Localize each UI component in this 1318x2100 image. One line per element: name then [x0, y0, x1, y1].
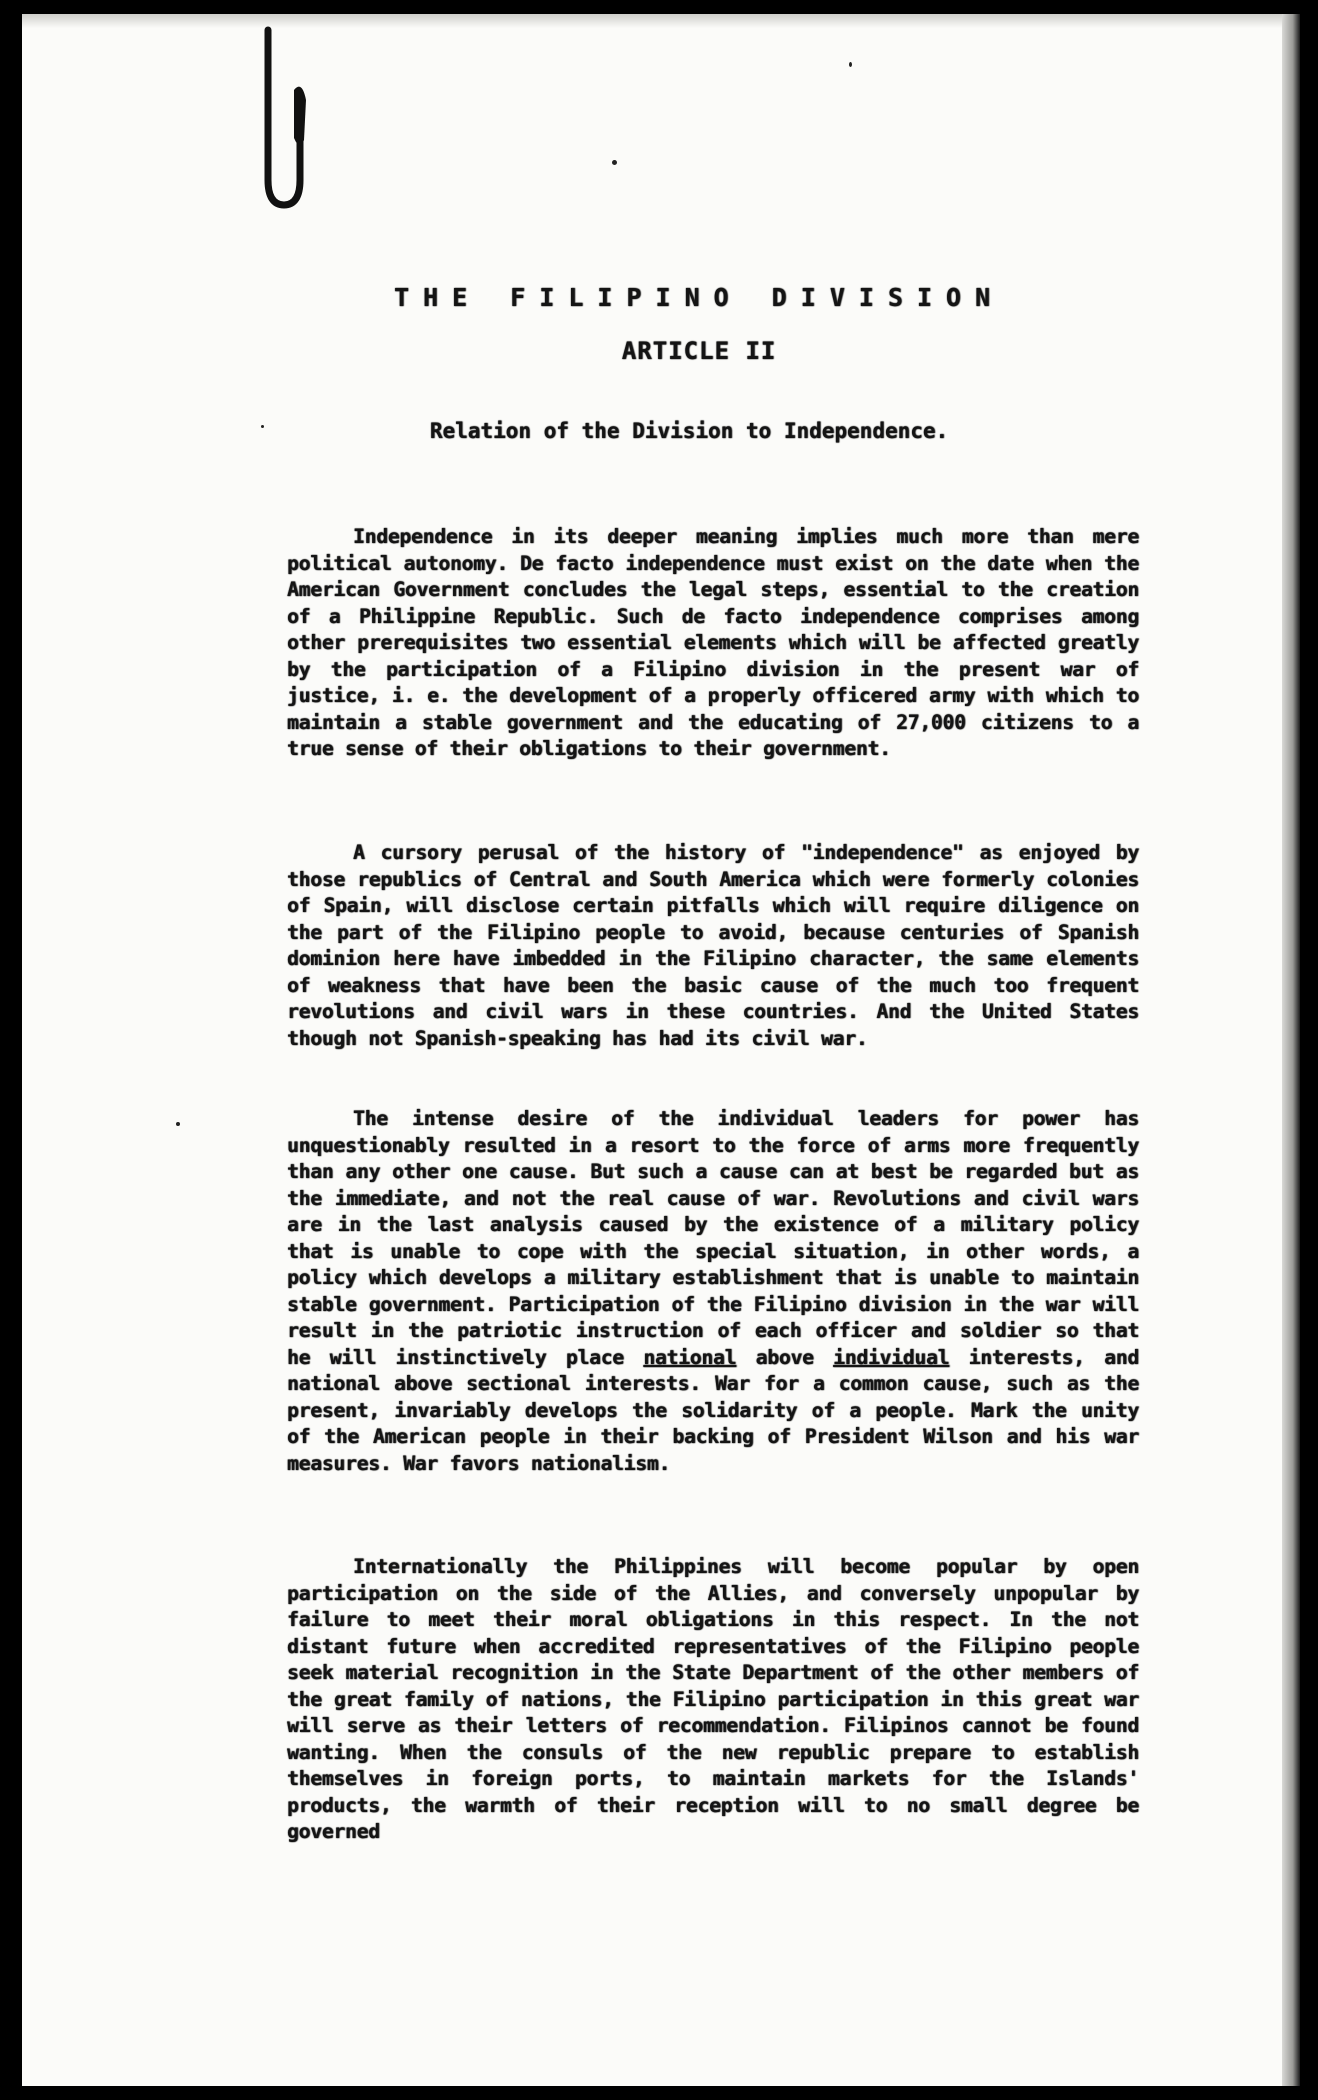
paragraph-4: Internationally the Philippines will become popular by open participation on the side of the Allies, and conversely unpopular by failure to meet their moral obligations in this respect. In the not distant future when accredited representatives of the Filipino people seek material recognition in the State Department of the other members of the great family of nations, the Filipino participation in this great war will serve as their letters of recommendation. Filipinos cannot be found wanting. When the consuls of the new republic prepare to establish themselves in foreign ports, to maintain markets for the Islands' products, the warmth of their reception will to no small degree be governed	[287, 1555, 1139, 1843]
section-heading: Relation of the Division to Independence.	[429, 419, 949, 443]
dust-speck	[849, 62, 852, 67]
paragraph-3	[287, 1106, 1139, 1477]
article-number: ARTICLE II	[621, 337, 777, 365]
paragraph-3-text: above	[736, 1345, 834, 1369]
document-title: THE FILIPINO DIVISION	[393, 283, 1005, 312]
dust-speck	[612, 160, 617, 165]
paper-top-edge	[22, 14, 1300, 28]
dust-speck	[176, 1122, 180, 1126]
paper-clip-mark-icon	[258, 20, 310, 210]
underlined-word-individual: individual	[833, 1345, 950, 1369]
paper-right-edge	[1282, 14, 1300, 2086]
paragraph-3-text: The intense desire of the individual leaders for power has unquestionably resulted in a resort to the force of arms more frequently than any other one cause. But such a cause can at best be regarded but as the immediate, and not the real cause of war. Revolutions and civil wars are in the last analysis caused by the existence of a military policy that is unable to cope with the special situation, in other words, a policy which develops a military establishment that is unable to maintain stable government. Participation of the Filipino division in the war will result in the patriotic instruction of each officer and soldier so that he will instinctively place	[287, 1107, 1139, 1369]
underlined-word-national: national	[643, 1345, 737, 1369]
paragraph-3-text: interests, and national above sectional interests. War for a common cause, such as the present, invariably develops the solidarity of a people. Mark the unity of the American people in their backing of President Wilson and his war measures. War favors nationalism.	[287, 1345, 1139, 1475]
paragraph-2: A cursory perusal of the history of "independence" as enjoyed by those republics of Central and South America which were formerly colonies of Spain, will disclose certain pitfalls which will require diligence on the part of the Filipino people to avoid, because centuries of Spanish dominion here have imbedded in the Filipino character, the same elements of weakness that have been the basic cause of the much too frequent revolutions and civil wars in these countries. And the United States though not Spanish-speaking has had its civil war.	[287, 841, 1139, 1050]
paragraph-1: Independence in its deeper meaning implies much more than mere political autonomy. De facto independence must exist on the date when the American Government concludes the legal steps, essential to the creation of a Philippine Republic. Such de facto independence comprises among other prerequisites two essential elements which will be affected greatly by the participation of a Filipino division in the present war of justice, i. e. the development of a properly officered army with which to maintain a stable government and the educating of 27,000 citizens to a true sense of their obligations to their government.	[287, 525, 1139, 760]
